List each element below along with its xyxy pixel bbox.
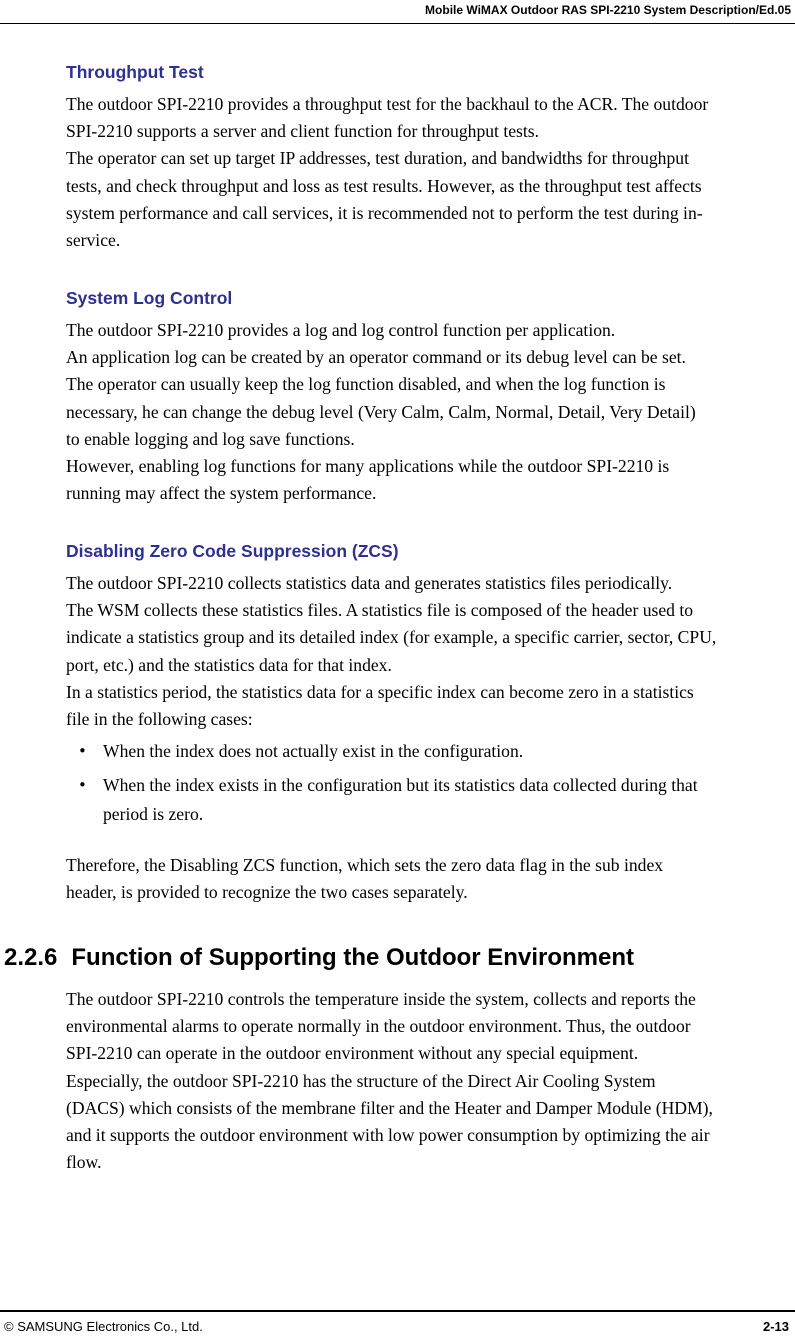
text-line: The outdoor SPI-2210 collects statistics data and generates statistics files periodically. (66, 573, 673, 593)
text-line: The WSM collects these statistics files. A statistics file is composed of the header used to (66, 600, 694, 621)
text-line: SPI-2210 supports a server and client function for throughput tests. (66, 121, 539, 142)
text-line: port, etc.) and the statistics data for that index. (66, 654, 392, 675)
syslog-paragraph (66, 317, 795, 507)
bullet-text: When the index exists in the configuration but its statistics data collected during that (103, 775, 698, 795)
text-line: system performance and call services, it is recommended not to perform the test during in- (66, 202, 703, 223)
text-line: necessary, he can change the debug level (Very Calm, Calm, Normal, Detail, Very Detail) (66, 401, 696, 422)
page-number: 2-13 (762, 1319, 789, 1334)
text-line: The outdoor SPI-2210 controls the temperature inside the system, collects and reports the (66, 989, 696, 1009)
bullet-text: period is zero. (103, 804, 204, 824)
bullet-icon: • (78, 776, 87, 794)
text-line: However, enabling log functions for many applications while the outdoor SPI-2210 is (66, 456, 670, 477)
text-line: to enable logging and log save functions. (66, 428, 355, 449)
text-line: An application log can be created by an operator command or its debug level can be set. (66, 347, 686, 368)
text-line: header, is provided to recognize the two cases separately. (66, 882, 468, 903)
page-footer (0, 1310, 795, 1336)
text-line: service. (66, 230, 121, 251)
text-line: Especially, the outdoor SPI-2210 has the structure of the Direct Air Cooling System (66, 1070, 656, 1091)
footer-rule (0, 1310, 795, 1312)
page-header (0, 0, 795, 25)
environment-paragraph (66, 986, 795, 1176)
section-title: Function of Supporting the Outdoor Environment (71, 944, 634, 971)
text-line: Therefore, the Disabling ZCS function, which sets the zero data flag in the sub index (66, 855, 664, 875)
text-line: tests, and check throughput and loss as test results. However, as the throughput test affects (66, 175, 702, 196)
text-line: SPI-2210 can operate in the outdoor environment without any special equipment. (66, 1043, 639, 1064)
heading-throughput-test: Throughput Test (66, 62, 204, 82)
zcs-paragraph (66, 570, 795, 733)
text-line: (DACS) which consists of the membrane filter and the Heater and Damper Module (HDM), (66, 1097, 713, 1118)
text-line: and it supports the outdoor environment with low power consumption by optimizing the air (66, 1125, 710, 1146)
text-line: indicate a statistics group and its detailed index (for example, a specific carrier, sector, CPU, (66, 627, 717, 648)
footer-copyright: © SAMSUNG Electronics Co., Ltd. (4, 1319, 203, 1334)
text-line: file in the following cases: (66, 709, 253, 730)
section-heading-2-2-6 (4, 944, 634, 972)
text-line: running may affect the system performance. (66, 483, 377, 504)
header-rule (0, 23, 795, 24)
text-line: The outdoor SPI-2210 provides a throughput test for the backhaul to the ACR. The outdoor (66, 94, 709, 114)
throughput-paragraph (66, 91, 795, 254)
text-line: The operator can set up target IP addresses, test duration, and bandwidths for throughput (66, 148, 689, 169)
text-line: environmental alarms to operate normally in the outdoor environment. Thus, the outdoor (66, 1016, 691, 1037)
zcs-closing-paragraph (66, 852, 795, 906)
text-line: In a statistics period, the statistics data for a specific index can become zero in a statistics (66, 681, 694, 702)
text-line: flow. (66, 1152, 102, 1173)
heading-disabling-zcs: Disabling Zero Code Suppression (ZCS) (66, 541, 399, 561)
section-number: 2.2.6 (4, 944, 58, 971)
bullet-icon: • (78, 742, 87, 760)
text-line: The outdoor SPI-2210 provides a log and log control function per application. (66, 320, 616, 340)
header-title: Mobile WiMAX Outdoor RAS SPI-2210 System Description/Ed.05 (425, 3, 791, 17)
text-line: The operator can usually keep the log function disabled, and when the log function is (66, 374, 666, 395)
heading-system-log-control: System Log Control (66, 288, 233, 308)
bullet-text: When the index does not actually exist in the configuration. (103, 741, 524, 761)
